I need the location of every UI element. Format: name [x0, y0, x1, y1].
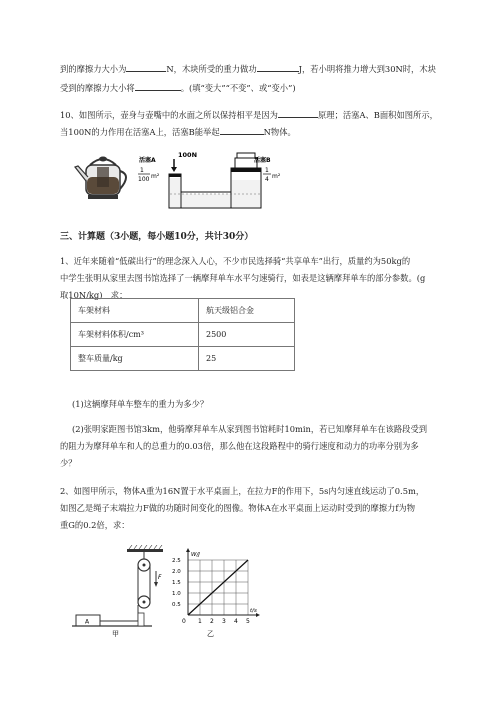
- svg-text:1: 1: [140, 167, 144, 174]
- teapot-figure: [72, 155, 134, 205]
- c1-sub-2c: 少？: [60, 458, 77, 468]
- answer-blank[interactable]: [135, 81, 181, 91]
- force-f-label: F: [158, 574, 162, 581]
- c1-sub-2a: (2)张明家距图书馆3km，他骑摩拜单车从家到图书馆耗时10min，若已知摩拜单车在该路段受到: [72, 424, 428, 434]
- q10-line-1: 10、如图所示，壶身与壶嘴中的水面之所以保持相平是因为 原理；活塞A、B面积如图所示，: [60, 110, 438, 120]
- answer-blank[interactable]: [278, 108, 318, 118]
- force-label: 100N: [178, 151, 198, 159]
- y-tick-label: 2.0: [172, 569, 181, 575]
- svg-text:100: 100: [138, 176, 150, 183]
- piston-a-label: 活塞A: [139, 157, 156, 164]
- piston-b-label: 活塞B: [254, 157, 271, 164]
- series-line: [188, 560, 248, 615]
- origin-label: 0: [182, 618, 186, 625]
- svg-text:1: 1: [265, 167, 269, 174]
- y-tick-label: 0.5: [172, 602, 181, 608]
- svg-text:m²: m²: [151, 173, 160, 180]
- answer-blank[interactable]: [126, 62, 166, 72]
- q10-line-2: 当100N的力作用在活塞A上，活塞B能举起 N物体。: [60, 127, 296, 137]
- svg-text:m²: m²: [272, 173, 281, 180]
- table-cell: 航天级铝合金: [199, 299, 295, 323]
- y-axis-arrow: [186, 548, 190, 552]
- c1-line-2: 中学生张明从家里去图书馆选择了一辆摩拜单车水平匀速骑行，如表是这辆摩拜单车的部分参数。(g: [60, 273, 426, 283]
- hydraulic-press-figure: [137, 148, 282, 210]
- work-time-chart: [172, 545, 262, 637]
- y-tick-label: 2.5: [172, 558, 181, 564]
- table-cell: 25: [199, 347, 295, 371]
- figure-label-yi: 乙: [207, 630, 214, 637]
- table-row: [71, 299, 295, 323]
- table-cell: 车架材料: [71, 299, 199, 323]
- c2-line-2: 如图乙是绳子末端拉力F做的功随时间变化的图像。物体A在水平桌面上运动时受到的摩擦力f为物: [60, 503, 415, 513]
- figure-label-jia: 甲: [112, 630, 119, 637]
- answer-blank[interactable]: [220, 125, 264, 135]
- y-axis-label: W/J: [191, 552, 200, 558]
- x-axis-label: t/s: [250, 608, 257, 614]
- c1-sub-1: (1)这辆摩拜单车整车的重力为多少？: [72, 399, 209, 409]
- svg-text:4: 4: [265, 176, 269, 183]
- x-tick-label: 1: [198, 618, 202, 625]
- x-tick-label: 4: [234, 618, 238, 625]
- answer-blank[interactable]: [257, 62, 299, 72]
- bike-params-table: [70, 298, 295, 371]
- table-row: [71, 323, 295, 347]
- q9-line-2: 受到的摩擦力大小将 。(填“变大”“不变”、或“变小”): [60, 83, 296, 93]
- c1-sub-2b: 的阻力为摩拜单车和人的总重力的0.03倍，那么他在这段路程中的骑行速度和动力的功率分别为多: [60, 441, 419, 451]
- x-tick-label: 2: [210, 618, 214, 625]
- c1-line-1: 1、近年来随着“低碳出行”的理念深入人心，不少市民选择骑“共享单车”出行，质量约为50kg的: [60, 256, 411, 266]
- table-cell: 2500: [199, 323, 295, 347]
- c1-line-3: 取10N/kg) 求：: [60, 290, 128, 300]
- x-tick-label: 3: [222, 618, 226, 625]
- y-tick-label: 1.5: [172, 580, 181, 586]
- y-tick-label: 1.0: [172, 591, 181, 597]
- pulley-figure: [72, 545, 172, 637]
- c2-line-1: 2、如图甲所示，物体A重为16N置于水平桌面上，在拉力F的作用下，5s内匀速直线运动了0.5m，: [60, 486, 425, 496]
- chart-series: [188, 560, 248, 615]
- table-cell: 整车质量/kg: [71, 347, 199, 371]
- block-a-label: A: [85, 618, 90, 626]
- c2-line-3: 重G的0.2倍，求：: [60, 520, 130, 530]
- table-row: [71, 347, 295, 371]
- table-cell: 车架材料体积/cm³: [71, 323, 199, 347]
- q9-line-1: 到的摩擦力大小为 N，木块所受的重力做功 J，若小明将推力增大到30N时，木块: [60, 64, 436, 74]
- section-title: 三、计算题（3小题，每小题10分，共计30分）: [60, 232, 254, 242]
- x-tick-label: 5: [246, 618, 250, 625]
